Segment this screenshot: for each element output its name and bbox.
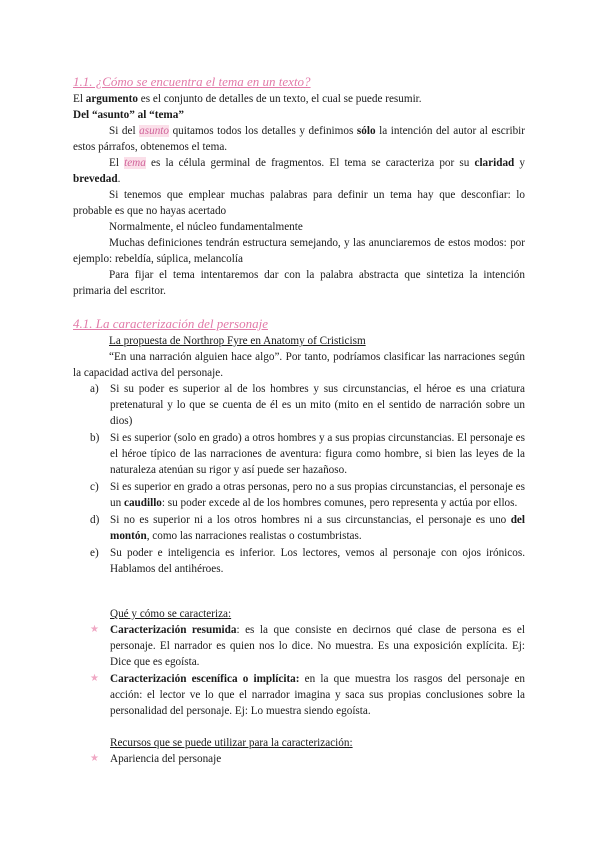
text: es el conjunto de detalles de un texto, el cual se puede resumir.: [137, 93, 422, 105]
section-heading-1: 1.1. ¿Cómo se encuentra el tema en un texto?: [73, 74, 311, 89]
text: .: [117, 173, 121, 185]
paragraph-asunto: [73, 123, 525, 155]
characterization-list: [90, 622, 525, 720]
text: Apariencia del personaje: [110, 753, 222, 765]
text: la intención del autor al escribir estos párrafos, obtenemos el tema.: [73, 125, 526, 153]
text: El: [109, 157, 125, 169]
paragraph-tema: [73, 155, 525, 187]
list-marker: d): [90, 514, 100, 526]
highlight: tema: [124, 157, 146, 169]
list-marker: e): [90, 547, 99, 559]
bold-term: Caracterización resumida: [110, 624, 237, 636]
resources-list: [90, 751, 525, 768]
list-marker: b): [90, 432, 100, 444]
list-item: [90, 381, 525, 429]
bold-term: claridad: [474, 157, 515, 169]
text: Si es superior en grado a otras personas, pero no a sus propias circunstancias, el personaje es un: [110, 481, 525, 509]
bold-term: argumento: [85, 93, 138, 105]
text: El: [73, 93, 86, 105]
list-item: [90, 479, 525, 511]
text: Si del: [109, 125, 140, 137]
text: quitamos todos los detalles y definimos: [169, 125, 357, 137]
section-heading-2: 4.1. La caracterización del personaje: [73, 316, 268, 331]
paragraph-definiciones: Muchas definiciones tendrán estructura semejando, y las anunciaremos de estos modos: por ejemplo: rebeldía, súplica, melancolía: [73, 237, 525, 265]
text: : su poder excede al de los hombres comunes, pero representa y actúa por ellos.: [161, 497, 518, 509]
list-item: [90, 512, 525, 544]
classification-list: [90, 381, 525, 578]
subheading-asunto-tema: Del “asunto” al “tema”: [73, 109, 184, 121]
list-item: [90, 545, 525, 577]
text: Su poder e inteligencia es inferior. Los lectores, vemos al personaje con ojos irónicos. Hablamos del antihéroes.: [110, 547, 525, 575]
list-item: [90, 671, 525, 719]
highlight: asunto: [139, 125, 169, 137]
bold-term: Caracterización escenífica o implícita:: [110, 673, 300, 685]
bold-term: sólo: [356, 125, 376, 137]
bold-term: caudillo: [123, 497, 162, 509]
text: Si no es superior ni a los otros hombres ni a sus circunstancias, el personaje es uno: [110, 514, 511, 526]
text: Si su poder es superior al de los hombres y sus circunstancias, el héroe es una criatura pretenatural y lo que se cuenta de él es un mito (mito en el sentido de narración sobre un dios): [110, 383, 525, 427]
paragraph-argumento: [73, 91, 525, 107]
text: en la que muestra los rasgos del personaje en acción: el lector ve lo que el narrador imagina y saca sus propias conclusiones sobre la personalidad del personaje. Ej: Lo muestra siendo egoísta.: [110, 673, 526, 717]
paragraph-desconfiar: Si tenemos que emplear muchas palabras para definir un tema hay que desconfiar: lo probable es que no hayas acertado: [73, 189, 525, 217]
how-title: Qué y cómo se caracteriza:: [110, 608, 232, 620]
star-bullet-icon: ★: [90, 624, 99, 635]
paragraph-nucleo: Normalmente, el núcleo fundamentalmente: [109, 221, 303, 233]
resources-title: Recursos que se puede utilizar para la caracterización:: [110, 737, 353, 749]
list-marker: c): [90, 481, 99, 493]
text: : es la que consiste en decirnos qué clase de persona es el personaje. El narrador es quien nos lo dice. No muestra. Es una exposición explícita. Ej: Dice que es egoísta.: [110, 624, 525, 668]
star-bullet-icon: ★: [90, 673, 99, 684]
text: y: [514, 157, 525, 169]
bold-term: brevedad: [73, 173, 118, 185]
star-bullet-icon: ★: [90, 753, 99, 764]
paragraph-fijar-tema: Para fijar el tema intentaremos dar con la palabra abstracta que sintetiza la intención primaria del escritor.: [73, 269, 525, 297]
list-item: [90, 430, 525, 478]
list-item: [90, 751, 525, 767]
text: Si es superior (solo en grado) a otros hombres y a sus propias circunstancias. El personaje es el héroe típico de las narraciones de aventura: figura como hombre, si bien las leyes de la naturaleza atenúan su rigor y así puede ser hazañoso.: [110, 432, 525, 476]
proposal-title: La propuesta de Northrop Fyre en Anatomy of Cristicism: [109, 335, 366, 347]
list-marker: a): [90, 383, 99, 395]
text: , como las narraciones realistas o costumbristas.: [146, 530, 362, 542]
text: es la célula germinal de fragmentos. El tema se caracteriza por su: [145, 157, 475, 169]
bold-term: del montón: [110, 514, 525, 542]
proposal-text: “En una narración alguien hace algo”. Por tanto, podríamos clasificar las narraciones según la capacidad activa del personaje.: [73, 351, 525, 379]
list-item: [90, 622, 525, 670]
